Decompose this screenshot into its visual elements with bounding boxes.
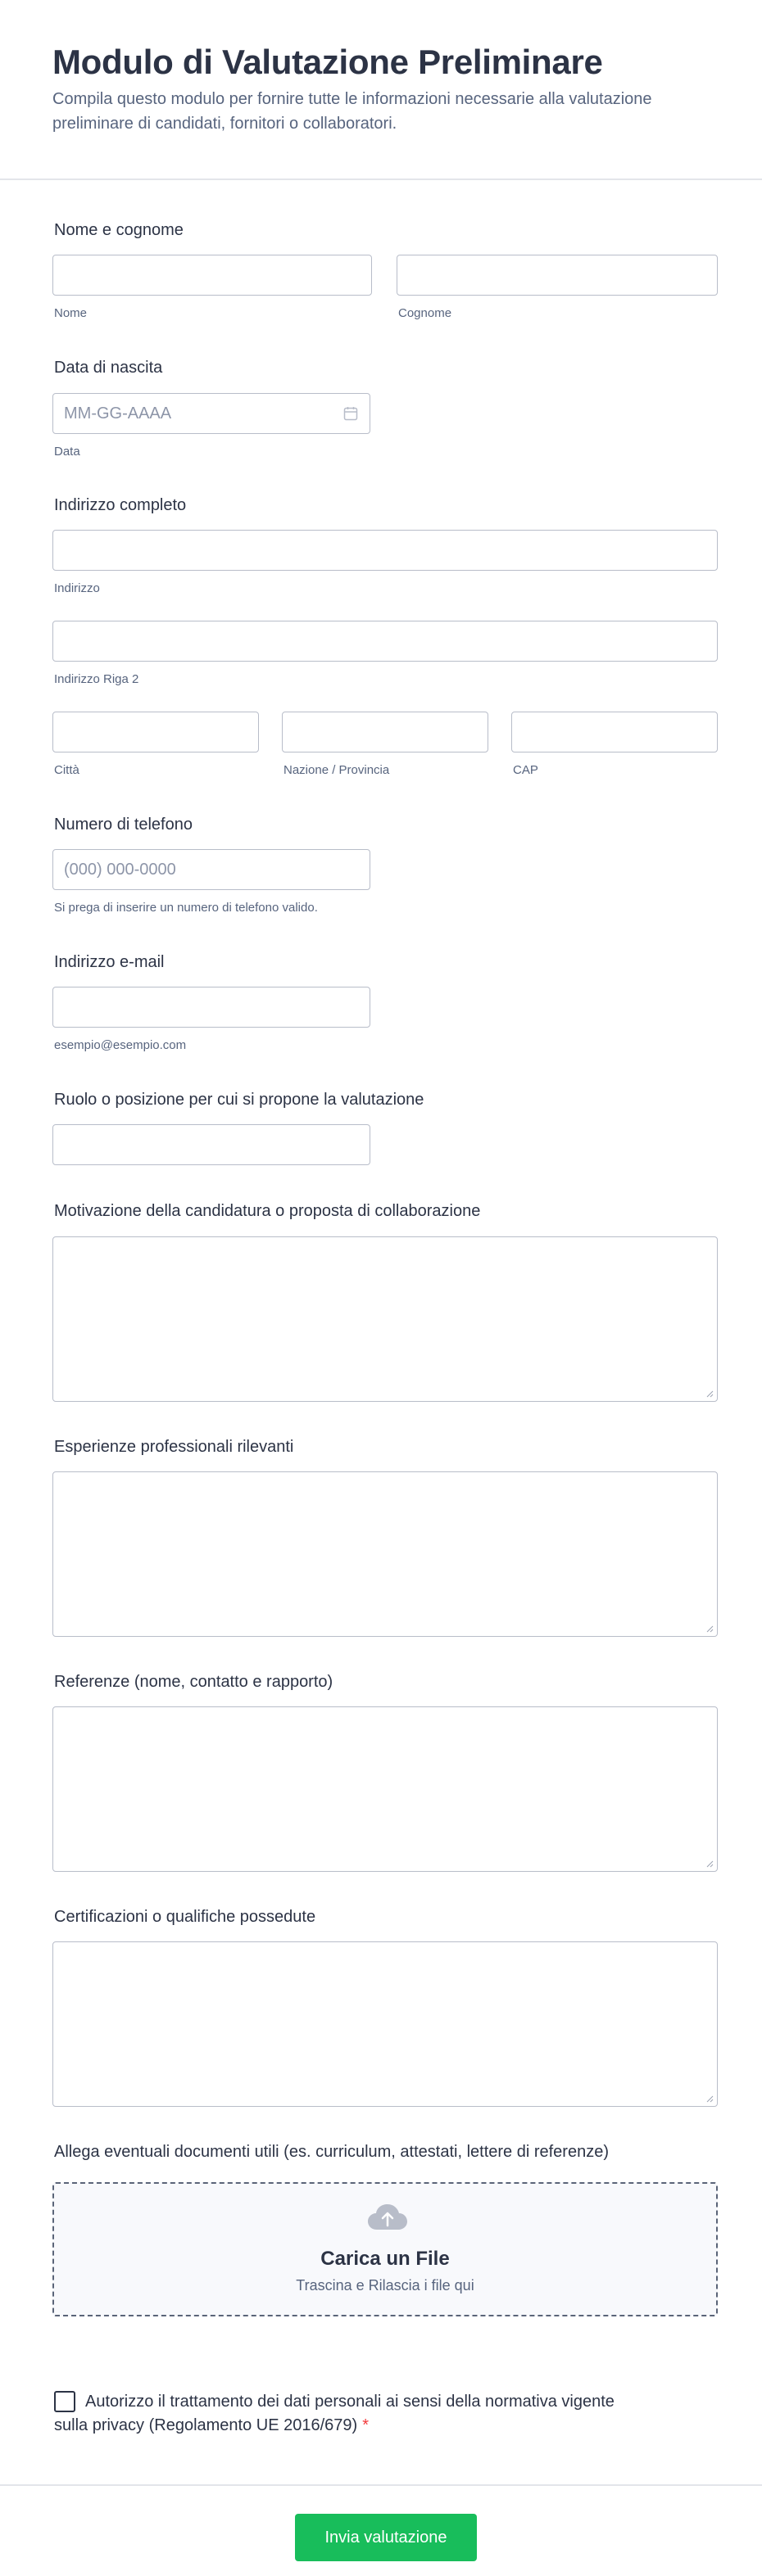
email-sublabel: esempio@esempio.com	[54, 1038, 187, 1052]
full-name-label: Nome e cognome	[54, 221, 184, 239]
zip-input[interactable]	[511, 712, 718, 752]
first-name-input[interactable]	[52, 255, 372, 296]
phone-input[interactable]	[52, 849, 370, 890]
state-sublabel: Nazione / Provincia	[283, 763, 390, 777]
experience-textarea[interactable]	[52, 1471, 718, 1637]
references-textarea[interactable]	[52, 1706, 718, 1872]
city-sublabel: Città	[54, 763, 79, 777]
city-input[interactable]	[52, 712, 259, 752]
birth-date-input[interactable]	[52, 393, 370, 434]
resize-grip-icon[interactable]	[705, 1390, 714, 1398]
role-input[interactable]	[52, 1124, 370, 1165]
birth-date-placeholder: MM-GG-AAAA	[64, 404, 172, 423]
file-upload-dropzone[interactable]	[52, 2182, 718, 2316]
references-label: Referenze (nome, contatto e rapporto)	[54, 1673, 333, 1691]
address-line1-sublabel: Indirizzo	[54, 581, 100, 595]
certifications-textarea[interactable]	[52, 1941, 718, 2107]
motivation-label: Motivazione della candidatura o proposta di collaborazione	[54, 1202, 481, 1220]
last-name-sublabel: Cognome	[398, 306, 452, 320]
first-name-sublabel: Nome	[54, 306, 88, 320]
email-label: Indirizzo e-mail	[54, 953, 165, 971]
page-title: Modulo di Valutazione Preliminare	[52, 43, 603, 81]
address-line2-input[interactable]	[52, 621, 718, 662]
consent-text: Autorizzo il trattamento dei dati personali ai sensi della normativa vigente sulla privacy (Regolamento UE 2016/679)	[54, 2393, 615, 2434]
resize-grip-icon[interactable]	[705, 1860, 714, 1868]
role-label: Ruolo o posizione per cui si propone la valutazione	[54, 1091, 424, 1109]
address-line1-input[interactable]	[52, 530, 718, 571]
resize-grip-icon[interactable]	[705, 1625, 714, 1633]
phone-sublabel: Si prega di inserire un numero di telefono valido.	[54, 901, 318, 915]
zip-sublabel: CAP	[513, 763, 538, 777]
upload-subtitle: Trascina e Rilascia i file qui	[296, 2277, 474, 2294]
submit-button[interactable]: Invia valutazione	[295, 2514, 477, 2561]
motivation-textarea[interactable]	[52, 1236, 718, 1402]
certifications-label: Certificazioni o qualifiche possedute	[54, 1908, 316, 1926]
phone-placeholder: (000) 000-0000	[64, 861, 176, 879]
upload-title: Carica un File	[320, 2248, 450, 2270]
resize-grip-icon[interactable]	[705, 2095, 714, 2103]
phone-label: Numero di telefono	[54, 816, 193, 834]
last-name-input[interactable]	[397, 255, 718, 296]
address-line2-sublabel: Indirizzo Riga 2	[54, 672, 139, 686]
address-label: Indirizzo completo	[54, 496, 187, 514]
required-indicator: *	[362, 2416, 369, 2434]
consent-label	[54, 2390, 628, 2438]
footer-divider	[0, 2484, 762, 2486]
page-subtitle: Compila questo modulo per fornire tutte le informazioni necessarie alla valutazione preliminare di candidati, fornitori o collaboratori.	[52, 90, 652, 133]
form-header	[0, 0, 762, 180]
email-input[interactable]	[52, 987, 370, 1028]
cloud-upload-icon	[367, 2203, 408, 2231]
birth-date-sublabel: Data	[54, 445, 80, 459]
attachments-label: Allega eventuali documenti utili (es. curriculum, attestati, lettere di referenze)	[54, 2143, 609, 2161]
state-input[interactable]	[282, 712, 488, 752]
calendar-icon[interactable]	[343, 406, 358, 421]
birth-date-label: Data di nascita	[54, 359, 163, 377]
experience-label: Esperienze professionali rilevanti	[54, 1438, 294, 1456]
